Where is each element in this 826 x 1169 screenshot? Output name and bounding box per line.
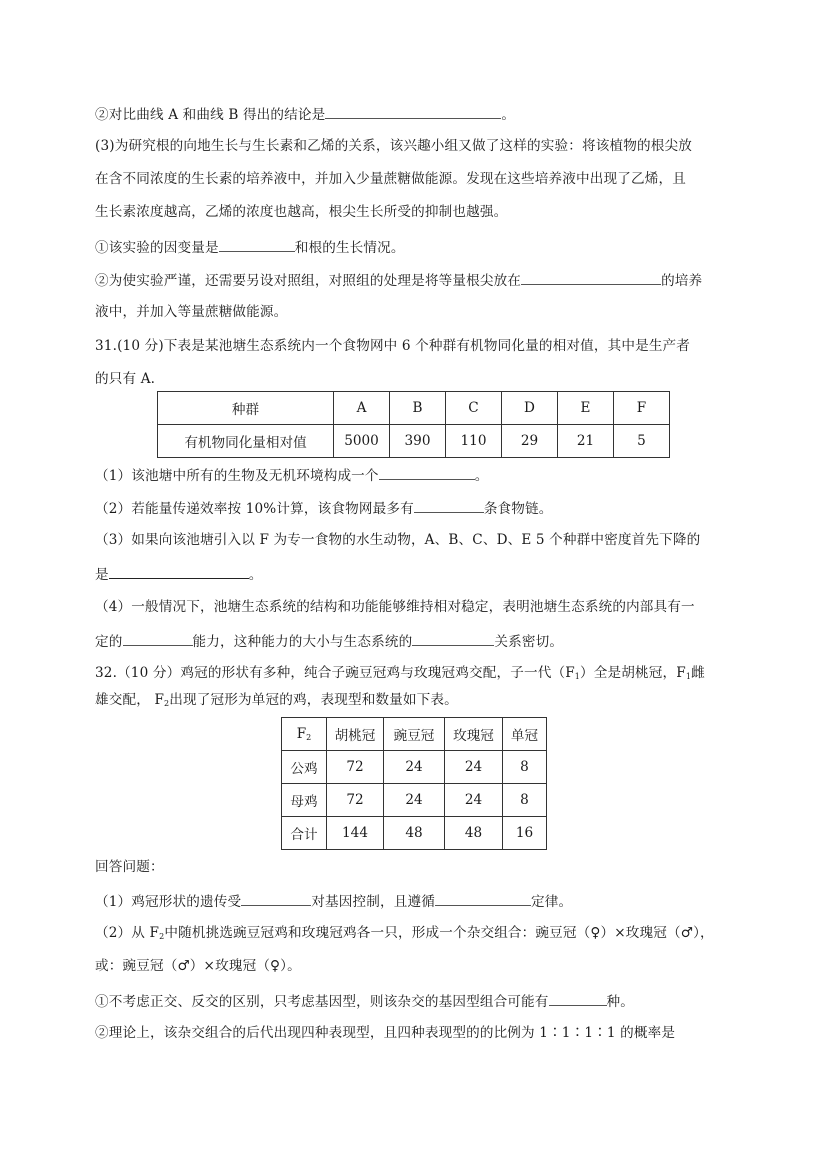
q30-3-line3: 生长素浓度越高，乙烯的浓度也越高，根尖生长所受的抑制也越强。 bbox=[95, 204, 508, 220]
table-header-row bbox=[158, 392, 670, 425]
question-text: 。 bbox=[474, 468, 489, 484]
table-cell: 玫瑰冠 bbox=[445, 718, 503, 751]
table-cell: 24 bbox=[445, 784, 503, 817]
answer-heading: 回答问题： bbox=[95, 859, 164, 875]
q32-2-2: ②理论上，该杂交组合的后代出现四种表现型，且四种表现型的的比例为 1∶1∶1∶1 的概率是 bbox=[95, 1025, 676, 1041]
q30-3-2-cont: 液中，并加入等量蔗糖做能源。 bbox=[95, 304, 288, 320]
table-cell: 48 bbox=[384, 817, 445, 850]
table-cell: 5 bbox=[614, 425, 670, 458]
question-text: （2）从 F bbox=[95, 925, 160, 941]
question-text: 能力，这种能力的大小与生态系统的 bbox=[192, 634, 413, 650]
table-cell: 110 bbox=[446, 425, 502, 458]
subscript: 2 bbox=[306, 733, 312, 742]
table-cell: D bbox=[502, 392, 558, 425]
table-cell: 144 bbox=[327, 817, 384, 850]
q32-2-line1 bbox=[95, 924, 735, 946]
table-cell: 72 bbox=[327, 784, 384, 817]
subscript: 1 bbox=[685, 672, 692, 681]
answer-blank[interactable] bbox=[219, 237, 295, 252]
question-text: 定的 bbox=[95, 634, 123, 650]
answer-blank[interactable] bbox=[241, 891, 311, 906]
answer-blank[interactable] bbox=[549, 991, 607, 1006]
question-text: ）全是胡桃冠，F bbox=[580, 665, 686, 681]
answer-blank[interactable] bbox=[379, 465, 475, 480]
q31-2 bbox=[95, 498, 735, 518]
q30-3-line2: 在含不同浓度的生长素的培养液中，并加入少量蔗糖做能源。发现在这些培养液中出现了乙烯，且 bbox=[95, 171, 686, 187]
answer-blank[interactable] bbox=[412, 631, 494, 646]
table-cell: 母鸡 bbox=[282, 784, 327, 817]
table-cell: B bbox=[390, 392, 446, 425]
table-header-row bbox=[282, 718, 547, 751]
q30-2-conclusion bbox=[95, 104, 735, 124]
q31-1 bbox=[95, 465, 735, 485]
question-text: 关系密切。 bbox=[494, 634, 564, 650]
question-text: （1）鸡冠形状的遗传受 bbox=[95, 894, 242, 910]
table-cell bbox=[282, 718, 327, 751]
answer-blank[interactable] bbox=[414, 498, 484, 513]
table-cell: C bbox=[446, 392, 502, 425]
subscript: 2 bbox=[164, 699, 170, 708]
subscript: 1 bbox=[574, 672, 581, 681]
table-cell: 48 bbox=[445, 817, 503, 850]
table-cell: 合计 bbox=[282, 817, 327, 850]
table-row bbox=[282, 784, 547, 817]
q30-3-1 bbox=[95, 237, 735, 257]
table-cell: 29 bbox=[502, 425, 558, 458]
table-cell: 单冠 bbox=[503, 718, 547, 751]
question-text: 的培养 bbox=[661, 273, 703, 289]
answer-blank[interactable] bbox=[435, 891, 531, 906]
table-cell: 390 bbox=[390, 425, 446, 458]
question-text: 定律。 bbox=[530, 894, 573, 910]
q32-2-line2: 或：豌豆冠（♂）×玫瑰冠（♀）。 bbox=[95, 958, 301, 974]
q30-3-line1: (3)为研究根的向地生长与生长素和乙烯的关系，该兴趣小组又做了这样的实验：将该植物的根尖放 bbox=[95, 138, 692, 154]
subscript: 2 bbox=[159, 932, 165, 941]
table-cell: 种群 bbox=[158, 392, 334, 425]
table-cell: 8 bbox=[503, 784, 547, 817]
table-cell: 24 bbox=[384, 784, 445, 817]
q32-2-1 bbox=[95, 991, 735, 1011]
q31-3-line2 bbox=[95, 564, 735, 584]
q31-4-line1: （4）一般情况下，池塘生态系统的结构和功能能够维持相对稳定，表明池塘生态系统的内部具有一 bbox=[95, 599, 695, 615]
table-cell: 豌豆冠 bbox=[384, 718, 445, 751]
question-text: 是 bbox=[95, 567, 109, 583]
table-cell: 24 bbox=[384, 751, 445, 784]
q31-3-line1: （3）如果向该池塘引入以 F 为专一食物的水生动物，A、B、C、D、E 5 个种群中密度首先下降的 bbox=[95, 532, 701, 548]
q32-1 bbox=[95, 891, 735, 911]
answer-blank[interactable] bbox=[123, 631, 193, 646]
q31-stem-line2: 的只有 A. bbox=[95, 371, 156, 387]
q32-stem-line2 bbox=[95, 691, 735, 713]
table-row bbox=[282, 817, 547, 850]
question-text: ②对比曲线 A 和曲线 B 得出的结论是 bbox=[95, 107, 326, 123]
q32-stem-line1 bbox=[95, 664, 735, 686]
header-f: F bbox=[296, 726, 307, 742]
q30-3-2 bbox=[95, 270, 735, 290]
question-text: ②为使实验严谨，还需要另设对照组，对照组的处理是将等量根尖放在 bbox=[95, 273, 522, 289]
question-text: 雌 bbox=[691, 665, 705, 681]
q31-stem-line1: 31.(10 分)下表是某池塘生态系统内一个食物网中 6 个种群有机物同化量的相对值，其中是生产者 bbox=[95, 338, 691, 354]
table-cell: 72 bbox=[327, 751, 384, 784]
table-cell: 公鸡 bbox=[282, 751, 327, 784]
question-text: （2）若能量传递效率按 10%计算，该食物网最多有 bbox=[95, 501, 414, 517]
question-text: 对基因控制，且遵循 bbox=[311, 894, 435, 910]
question-text: 中随机挑选豌豆冠鸡和玫瑰冠鸡各一只，形成一个杂交组合：豌豆冠（♀）×玫瑰冠（♂）， bbox=[164, 925, 714, 941]
population-table bbox=[157, 391, 670, 458]
table-row bbox=[158, 425, 670, 458]
table-cell: F bbox=[614, 392, 670, 425]
answer-blank[interactable] bbox=[521, 270, 661, 285]
table-cell: 21 bbox=[558, 425, 614, 458]
table-cell: 24 bbox=[445, 751, 503, 784]
table-cell: 16 bbox=[503, 817, 547, 850]
question-text: ①不考虑正交、反交的区别，只考虑基因型，则该杂交的基因型组合可能有 bbox=[95, 994, 549, 1010]
question-text: ①该实验的因变量是 bbox=[95, 240, 219, 256]
comb-phenotype-table bbox=[281, 717, 547, 850]
question-text: 32.（10 分）鸡冠的形状有多种，纯合子豌豆冠鸡与玫瑰冠鸡交配，子一代（F bbox=[95, 665, 575, 681]
table-cell: A bbox=[334, 392, 390, 425]
answer-blank[interactable] bbox=[109, 564, 249, 579]
q31-4-line2 bbox=[95, 631, 735, 651]
question-text: 和根的生长情况。 bbox=[294, 240, 405, 256]
table-cell: 有机物同化量相对值 bbox=[158, 425, 334, 458]
table-row bbox=[282, 751, 547, 784]
question-text: 条食物链。 bbox=[483, 501, 553, 517]
table-cell: 8 bbox=[503, 751, 547, 784]
question-text: 雄交配， F bbox=[95, 692, 165, 708]
question-text: 种。 bbox=[606, 994, 635, 1010]
question-text: （1）该池塘中所有的生物及无机环境构成一个 bbox=[95, 468, 379, 484]
table-cell: 胡桃冠 bbox=[327, 718, 384, 751]
table-cell: 5000 bbox=[334, 425, 390, 458]
question-text: 。 bbox=[248, 567, 263, 583]
question-text: 。 bbox=[501, 107, 516, 123]
question-text: 出现了冠形为单冠的鸡，表现型和数量如下表。 bbox=[169, 692, 458, 708]
answer-blank[interactable] bbox=[325, 104, 501, 119]
table-cell: E bbox=[558, 392, 614, 425]
